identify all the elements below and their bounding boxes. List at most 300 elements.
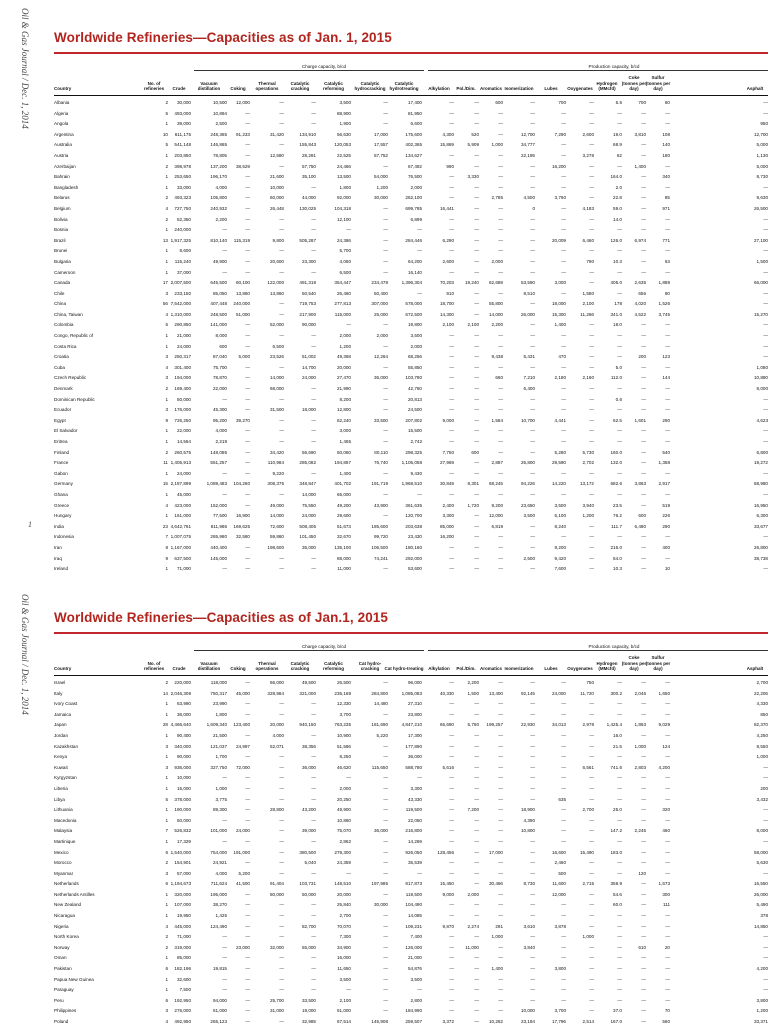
value-cell: — xyxy=(474,375,479,381)
value-cell: 4,200 xyxy=(658,764,670,770)
value-cell: — xyxy=(474,764,479,770)
value-cell: 300.2 xyxy=(610,690,622,696)
value-cell: 0.6 xyxy=(615,396,622,402)
value-cell: — xyxy=(561,785,566,791)
value-cell: — xyxy=(498,491,503,497)
value-cell: 1 xyxy=(165,396,168,402)
value-cell: — xyxy=(589,364,594,370)
value-cell: 2,702 xyxy=(582,460,594,466)
value-cell: — xyxy=(617,248,622,254)
value-cell: — xyxy=(617,439,622,444)
value-cell: — xyxy=(222,470,227,476)
value-cell: 24,000 xyxy=(301,513,316,519)
value-cell: 9,430 xyxy=(410,470,422,476)
value-cell: 12,330 xyxy=(336,701,351,707)
value-cell: — xyxy=(763,100,768,105)
value-cell: 126.0 xyxy=(610,237,622,243)
value-cell: — xyxy=(449,902,454,908)
value-cell: — xyxy=(383,860,388,866)
value-cell: — xyxy=(474,955,479,961)
value-cell: 33,500 xyxy=(373,417,388,423)
value-cell: 52,350 xyxy=(176,216,191,222)
value-cell: — xyxy=(474,828,479,834)
value-cell: — xyxy=(665,966,670,972)
country-cell: Belarus xyxy=(54,195,70,201)
value-cell: — xyxy=(245,566,250,572)
value-cell: — xyxy=(474,711,479,717)
value-cell: 10,880 xyxy=(753,375,768,381)
value-cell: — xyxy=(474,121,479,127)
value-cell: 6 xyxy=(165,997,168,1003)
country-cell: Kenya xyxy=(54,754,68,760)
value-cell: 145,908 xyxy=(371,1019,388,1024)
value-cell: 2,100 xyxy=(442,322,454,328)
value-cell: 161,000 xyxy=(174,513,191,519)
value-cell: 1,889 xyxy=(658,280,670,286)
value-cell: — xyxy=(641,785,646,791)
value-cell: 23,800 xyxy=(407,711,422,717)
value-cell: 49,500 xyxy=(301,680,316,685)
value-cell: 2,200 xyxy=(215,216,227,222)
table-row xyxy=(54,816,768,827)
value-cell: 12,580 xyxy=(269,152,284,158)
value-cell: 285,082 xyxy=(299,460,316,466)
value-cell: — xyxy=(279,987,284,993)
value-cell: 64,200 xyxy=(407,258,422,264)
table-row xyxy=(54,1017,768,1024)
value-cell: — xyxy=(311,110,316,116)
table-row xyxy=(54,689,768,700)
value-cell: — xyxy=(245,775,250,781)
column-header: Hydrogen (MMcfd) xyxy=(596,660,618,671)
value-cell: 36,000 xyxy=(407,754,422,760)
value-cell: 1,194,673 xyxy=(170,881,191,887)
value-cell: 400 xyxy=(662,544,670,550)
value-cell: 2.0 xyxy=(615,184,622,190)
value-cell: 6,600 xyxy=(410,121,422,127)
value-cell: 551,257 xyxy=(210,460,227,466)
value-cell: — xyxy=(245,205,250,211)
value-cell: 1 xyxy=(165,902,168,908)
table-row xyxy=(54,310,768,321)
value-cell: — xyxy=(311,913,316,919)
value-cell: — xyxy=(498,407,503,413)
value-cell: — xyxy=(449,828,454,834)
value-cell: 24,997 xyxy=(235,743,250,749)
value-cell: 154,901 xyxy=(174,860,191,866)
value-cell: — xyxy=(665,491,670,497)
value-cell: 1,400 xyxy=(554,322,566,328)
value-cell: — xyxy=(763,807,768,813)
value-cell: 1,526 xyxy=(658,301,670,307)
value-cell: 184,990 xyxy=(405,1008,422,1014)
value-cell: 2,000 xyxy=(339,785,351,791)
value-cell: 611,175 xyxy=(174,131,191,137)
value-cell: — xyxy=(498,152,503,158)
value-cell: 8,730 xyxy=(523,881,535,887)
value-cell: 6,400 xyxy=(523,386,535,392)
table-row xyxy=(54,720,768,731)
value-cell: — xyxy=(589,701,594,707)
value-cell: — xyxy=(530,174,535,180)
value-cell: — xyxy=(498,364,503,370)
value-cell: 23,194 xyxy=(520,1019,535,1024)
value-cell: — xyxy=(498,680,503,685)
value-cell: — xyxy=(641,343,646,349)
value-cell: 14,000 xyxy=(269,513,284,519)
value-cell: — xyxy=(383,955,388,961)
value-cell: — xyxy=(474,354,479,360)
value-cell: — xyxy=(641,976,646,982)
value-cell: — xyxy=(763,470,768,476)
value-cell: — xyxy=(589,491,594,497)
value-cell: 95,200 xyxy=(212,417,227,423)
value-cell: 160.0 xyxy=(610,449,622,455)
value-cell: — xyxy=(641,775,646,781)
value-cell: — xyxy=(763,110,768,116)
value-cell: 121,037 xyxy=(210,743,227,749)
value-cell: 1 xyxy=(165,711,168,717)
country-cell: Libya xyxy=(54,796,65,802)
value-cell: 67,514 xyxy=(336,1019,351,1024)
value-cell: — xyxy=(474,913,479,919)
value-cell: 4,390 xyxy=(523,817,535,823)
value-cell: 578,000 xyxy=(405,301,422,307)
value-cell: 25.0 xyxy=(613,807,622,813)
value-cell: 10.3 xyxy=(613,258,622,264)
column-header: Sulfur (tonnes per day) xyxy=(645,655,671,671)
table-row xyxy=(54,532,768,543)
value-cell: 195,000 xyxy=(210,891,227,897)
value-cell: — xyxy=(530,891,535,897)
value-cell: 4,330 xyxy=(756,701,768,707)
value-cell: 216.0 xyxy=(610,544,622,550)
value-cell: 5,630 xyxy=(756,860,768,866)
value-cell: 10,800 xyxy=(520,828,535,834)
value-cell: 28 xyxy=(162,722,168,728)
value-cell: 51,673 xyxy=(336,523,351,529)
value-cell: — xyxy=(383,785,388,791)
value-cell: — xyxy=(498,817,503,823)
value-cell: — xyxy=(474,311,479,317)
value-cell: — xyxy=(665,711,670,717)
value-cell: 56,690 xyxy=(301,449,316,455)
value-cell: — xyxy=(641,205,646,211)
value-cell: 2 xyxy=(165,195,168,201)
value-cell: 3,700 xyxy=(554,1008,566,1014)
value-cell: — xyxy=(763,428,768,434)
value-cell: 101,000 xyxy=(210,828,227,834)
value-cell: 39,270 xyxy=(235,417,250,423)
value-cell: 8,730 xyxy=(756,174,768,180)
value-cell: — xyxy=(311,216,316,222)
value-cell: 32,600 xyxy=(176,976,191,982)
value-cell: 11,266 xyxy=(580,311,594,317)
value-cell: 43,900 xyxy=(373,502,388,508)
value-cell: 5,730 xyxy=(582,449,594,455)
value-cell: — xyxy=(474,997,479,1003)
value-cell: 1 xyxy=(165,566,168,572)
value-cell: 70,203 xyxy=(439,280,454,286)
value-cell: — xyxy=(617,966,622,972)
value-cell: 265,980 xyxy=(210,534,227,540)
value-cell: — xyxy=(474,870,479,876)
value-cell: 2,219 xyxy=(215,439,227,444)
value-cell: 279,300 xyxy=(334,849,351,855)
value-cell: 1 xyxy=(165,269,168,275)
value-cell: 26,500 xyxy=(336,680,351,685)
value-cell: — xyxy=(474,555,479,561)
value-cell: 2,200 xyxy=(491,322,503,328)
value-cell: — xyxy=(245,966,250,972)
value-cell: — xyxy=(561,944,566,950)
value-cell: 5,220 xyxy=(376,732,388,738)
value-cell: 51,002 xyxy=(301,354,316,360)
value-cell: — xyxy=(383,110,388,116)
value-cell: — xyxy=(641,502,646,508)
value-cell: 2,715 xyxy=(582,881,594,887)
value-cell: — xyxy=(641,449,646,455)
value-cell: — xyxy=(245,785,250,791)
value-cell: 492,950 xyxy=(174,1019,191,1024)
value-cell: 70,070 xyxy=(336,923,351,929)
country-cell: Belgium xyxy=(54,205,71,211)
value-cell: 185,600 xyxy=(371,523,388,529)
value-cell: 1 xyxy=(165,121,168,127)
value-cell: 3,810 xyxy=(634,131,646,137)
value-cell: — xyxy=(589,711,594,717)
value-cell: — xyxy=(498,997,503,1003)
value-cell: 4 xyxy=(165,205,168,211)
value-cell: 727,750 xyxy=(174,205,191,211)
value-cell: — xyxy=(474,301,479,307)
value-cell: — xyxy=(498,732,503,738)
table-row xyxy=(54,554,768,565)
value-cell: 40,330 xyxy=(439,690,454,696)
value-cell: — xyxy=(383,997,388,1003)
country-cell: Iraq xyxy=(54,555,62,561)
value-cell: — xyxy=(589,817,594,823)
value-cell: — xyxy=(383,386,388,392)
value-cell: 10 xyxy=(664,566,670,572)
value-cell: — xyxy=(641,891,646,897)
value-cell: 126,000 xyxy=(405,944,422,950)
value-cell: 1 xyxy=(165,174,168,180)
value-cell: 3,372 xyxy=(442,1019,454,1024)
value-cell: 2 xyxy=(165,680,168,685)
value-cell: 277,813 xyxy=(334,301,351,307)
value-cell: 5,000 xyxy=(238,354,250,360)
value-cell: — xyxy=(530,838,535,844)
value-cell: 24,000 xyxy=(551,690,566,696)
value-cell: 9,438 xyxy=(491,354,503,360)
value-cell: — xyxy=(763,290,768,296)
value-cell: 4,000 xyxy=(272,732,284,738)
value-cell: — xyxy=(474,849,479,855)
value-cell: 6,974 xyxy=(634,237,646,243)
value-cell: 115,240 xyxy=(174,258,191,264)
value-cell: — xyxy=(311,555,316,561)
value-cell: — xyxy=(245,333,250,339)
value-cell: — xyxy=(665,934,670,940)
country-cell: Paraguay xyxy=(54,987,74,993)
value-cell: 10 xyxy=(162,131,168,137)
value-cell: 118,000 xyxy=(210,680,227,685)
value-cell: — xyxy=(245,364,250,370)
country-cell: Azerbaijan xyxy=(54,163,76,169)
value-cell: — xyxy=(589,566,594,572)
value-cell: 4,300 xyxy=(442,131,454,137)
value-cell: — xyxy=(383,680,388,685)
value-cell: 940,150 xyxy=(299,722,316,728)
value-cell: 32,580 xyxy=(235,534,250,540)
value-cell: — xyxy=(498,174,503,180)
value-cell: 1 xyxy=(165,913,168,919)
value-cell: 30,849 xyxy=(439,481,454,487)
column-header: Coking xyxy=(230,665,246,671)
value-cell: — xyxy=(474,258,479,264)
value-cell: — xyxy=(222,944,227,950)
value-cell: 20,250 xyxy=(336,796,351,802)
value-cell: 23,526 xyxy=(269,354,284,360)
value-cell: 144 xyxy=(662,375,670,381)
value-cell: — xyxy=(665,470,670,476)
value-cell: — xyxy=(530,439,535,444)
value-cell: — xyxy=(383,163,388,169)
value-cell: 15,300 xyxy=(551,311,566,317)
value-cell: — xyxy=(474,195,479,201)
value-cell: 1,500 xyxy=(756,258,768,264)
value-cell: — xyxy=(222,491,227,497)
value-cell: — xyxy=(641,566,646,572)
country-cell: Israel xyxy=(54,680,66,685)
value-cell: 123,400 xyxy=(233,722,250,728)
value-cell: — xyxy=(449,110,454,116)
value-cell: 2,700 xyxy=(582,807,594,813)
column-header: Oxygenates xyxy=(567,665,593,671)
value-cell: 300 xyxy=(662,891,670,897)
production-capacity-group-label: Production capacity, b/cd xyxy=(588,64,640,69)
country-cell: Philippines xyxy=(54,1008,77,1014)
table-section-2 xyxy=(0,586,768,1024)
value-cell: 7 xyxy=(165,828,168,834)
value-cell: 192,950 xyxy=(174,997,191,1003)
column-header: Catalytic cracking xyxy=(290,80,310,91)
table-row xyxy=(54,964,768,975)
value-cell: 88,000 xyxy=(336,555,351,561)
value-cell: — xyxy=(417,987,422,993)
value-cell: 76.2 xyxy=(613,513,622,519)
value-cell: 31,500 xyxy=(269,407,284,413)
value-cell: — xyxy=(498,743,503,749)
value-cell: — xyxy=(530,976,535,982)
value-cell: 91,233 xyxy=(235,131,250,137)
value-cell: 71,000 xyxy=(176,566,191,572)
value-cell: — xyxy=(498,891,503,897)
value-cell: — xyxy=(474,1019,479,1024)
value-cell: — xyxy=(561,997,566,1003)
value-cell: 1,200 xyxy=(582,513,594,519)
value-cell: — xyxy=(589,110,594,116)
value-cell: — xyxy=(641,902,646,908)
value-cell: — xyxy=(245,817,250,823)
value-cell: — xyxy=(222,566,227,572)
value-cell: 13,400 xyxy=(488,690,503,696)
value-cell: 134,627 xyxy=(405,152,422,158)
value-cell: — xyxy=(561,701,566,707)
value-cell: — xyxy=(311,701,316,707)
value-cell: — xyxy=(383,237,388,243)
value-cell: — xyxy=(311,269,316,275)
value-cell: 18.0 xyxy=(613,322,622,328)
value-cell: 65,000 xyxy=(336,491,351,497)
value-cell: — xyxy=(279,976,284,982)
value-cell: 17,796 xyxy=(551,1019,566,1024)
journal-label: Oil & Gas Journal / Dec. 1, 2014 xyxy=(20,8,30,129)
value-cell: 600 xyxy=(495,100,503,105)
value-cell: 49,368 xyxy=(336,354,351,360)
country-cell: Mexico xyxy=(54,849,69,855)
value-cell: 3 xyxy=(165,743,168,749)
value-cell: 60,100 xyxy=(235,280,250,286)
value-cell: — xyxy=(589,428,594,434)
value-cell: — xyxy=(641,701,646,707)
value-cell: 54,000 xyxy=(373,174,388,180)
value-cell: 16,600 xyxy=(551,849,566,855)
value-cell: 67,492 xyxy=(407,163,422,169)
value-cell: 4,000 xyxy=(215,184,227,190)
value-cell: 17,000 xyxy=(488,849,503,855)
value-cell: 82,700 xyxy=(301,923,316,929)
country-cell: Ghana xyxy=(54,491,68,497)
value-cell: — xyxy=(498,184,503,190)
value-cell: 122,000 xyxy=(267,280,284,286)
value-cell: 68,256 xyxy=(407,354,422,360)
value-cell: 1,007,075 xyxy=(170,534,191,540)
value-cell: 59.0 xyxy=(613,205,622,211)
value-cell: — xyxy=(498,754,503,760)
value-cell: — xyxy=(561,174,566,180)
value-cell: — xyxy=(617,290,622,296)
table-body xyxy=(54,98,768,575)
value-cell: 1,650 xyxy=(658,690,670,696)
table-row xyxy=(54,416,768,427)
country-cell: Congo, Republic of xyxy=(54,333,94,339)
value-cell: 423,000 xyxy=(174,502,191,508)
value-cell: — xyxy=(449,870,454,876)
value-cell: 51,586 xyxy=(336,743,351,749)
value-cell: 4,466,640 xyxy=(170,722,191,728)
value-cell: 2,500 xyxy=(215,121,227,127)
value-cell: — xyxy=(561,428,566,434)
value-cell: 220,000 xyxy=(174,680,191,685)
value-cell: 234,478 xyxy=(371,280,388,286)
column-header: Sulfur (tonnes per day) xyxy=(645,75,671,91)
value-cell: — xyxy=(589,269,594,275)
value-cell: — xyxy=(617,407,622,413)
value-cell: — xyxy=(589,470,594,476)
value-cell: — xyxy=(641,555,646,561)
value-cell: — xyxy=(530,237,535,243)
value-cell: 9,200 xyxy=(491,502,503,508)
value-cell: 12,000 xyxy=(235,100,250,105)
value-cell: 26,448 xyxy=(269,205,284,211)
value-cell: 493,323 xyxy=(174,195,191,201)
value-cell: 1,400 xyxy=(339,470,351,476)
country-cell: Hungary xyxy=(54,513,72,519)
value-cell: — xyxy=(561,711,566,717)
table-row xyxy=(54,278,768,289)
